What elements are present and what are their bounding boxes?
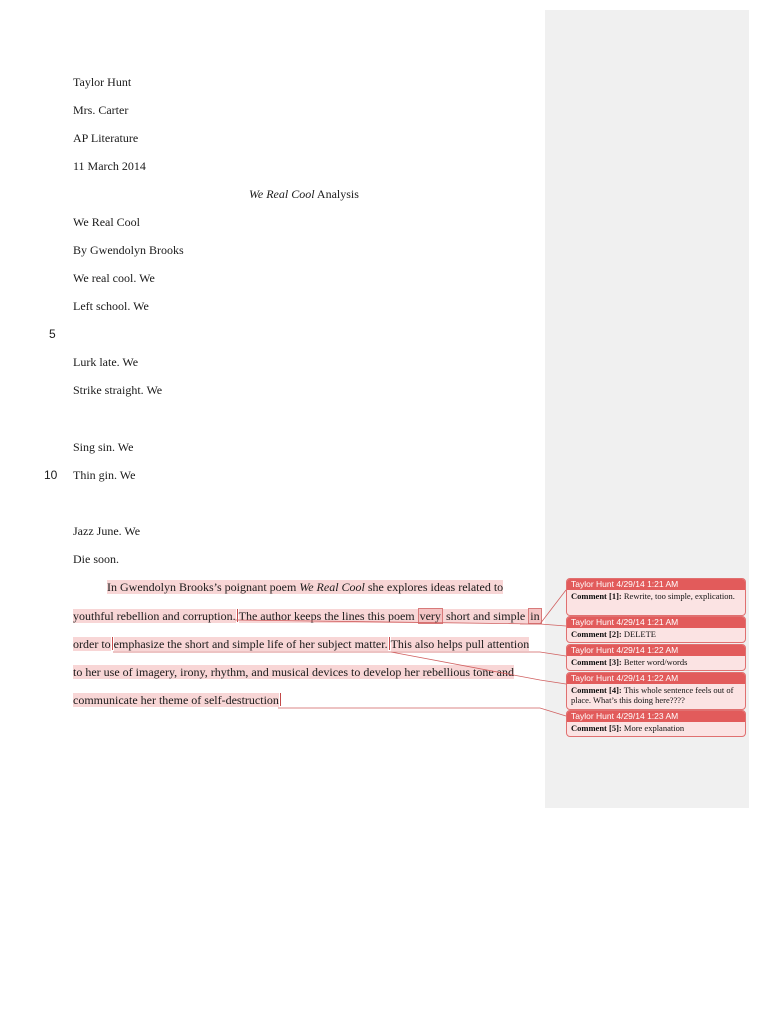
comment-header: Taylor Hunt 4/29/14 1:21 AM (567, 579, 745, 590)
comment-balloon[interactable] (566, 644, 746, 671)
comment-balloon[interactable] (566, 672, 746, 710)
highlighted-text[interactable]: In Gwendolyn Brooks’s poignant poem We Real Cool she explores ideas related to (107, 580, 504, 594)
comment-marker (237, 609, 238, 622)
comment-header: Taylor Hunt 4/29/14 1:22 AM (567, 673, 745, 684)
comment-anchor[interactable]: in (530, 609, 540, 623)
paragraph-line-3 (73, 636, 529, 652)
paragraph-line-5 (73, 692, 282, 708)
comment-body: Comment [5]: More explanation (571, 723, 685, 733)
poem-line: Left school. We (73, 299, 149, 313)
highlighted-text[interactable]: communicate her theme of self-destruction (73, 693, 279, 707)
highlighted-text[interactable]: This also helps pull attention (390, 637, 530, 651)
poem-title: We Real Cool (73, 215, 141, 229)
essay-title-rest: Analysis (314, 187, 359, 201)
comment-body: Comment [4]: This whole sentence feels out of place. What’s this doing here???? (571, 685, 734, 705)
course-name: AP Literature (73, 131, 139, 145)
line-number: 5 (49, 327, 56, 341)
highlighted-text[interactable]: to her use of imagery, irony, rhythm, and musical devices to develop her rebellious tone and (73, 665, 514, 679)
essay-date: 11 March 2014 (73, 159, 146, 173)
comment-balloon[interactable] (566, 578, 746, 616)
teacher-name: Mrs. Carter (73, 103, 129, 117)
essay-title (249, 186, 359, 202)
highlighted-text[interactable]: youthful rebellion and corruption. (73, 609, 236, 623)
comment-body: Comment [3]: Better word/words (571, 657, 688, 667)
paragraph-line-2 (73, 608, 542, 624)
comment-marker (280, 693, 281, 706)
poem-line: Thin gin. We (73, 468, 136, 482)
poem-line: Jazz June. We (73, 524, 141, 538)
comment-balloon[interactable] (566, 710, 746, 737)
comment-anchor[interactable]: very (419, 609, 441, 623)
paragraph-line-4 (73, 664, 514, 680)
poem-line: Die soon. (73, 552, 119, 566)
poem-line: Sing sin. We (73, 440, 134, 454)
comment-marker (389, 637, 390, 650)
line-number: 10 (44, 468, 58, 482)
highlighted-text[interactable]: emphasize the short and simple life of her subject matter. (113, 637, 388, 651)
poem-line: Lurk late. We (73, 355, 139, 369)
highlighted-text[interactable]: order to (73, 637, 111, 651)
comment-body: Comment [2]: DELETE (571, 629, 656, 639)
comment-body: Comment [1]: Rewrite, too simple, explication. (571, 591, 735, 601)
comment-header: Taylor Hunt 4/29/14 1:23 AM (567, 711, 745, 722)
student-name: Taylor Hunt (73, 75, 132, 89)
poem-author: By Gwendolyn Brooks (73, 243, 184, 257)
comment-balloon[interactable] (566, 616, 746, 643)
poem-line: We real cool. We (73, 271, 155, 285)
highlighted-text[interactable]: The author keeps the lines this poem (238, 609, 418, 623)
comment-header: Taylor Hunt 4/29/14 1:22 AM (567, 645, 745, 656)
comment-header: Taylor Hunt 4/29/14 1:21 AM (567, 617, 745, 628)
essay-title-italic: We Real Cool (249, 187, 315, 201)
comment-marker (112, 637, 113, 650)
poem-line: Strike straight. We (73, 383, 163, 397)
paragraph-line-1 (107, 579, 503, 595)
highlighted-text[interactable]: short and simple (442, 609, 529, 623)
